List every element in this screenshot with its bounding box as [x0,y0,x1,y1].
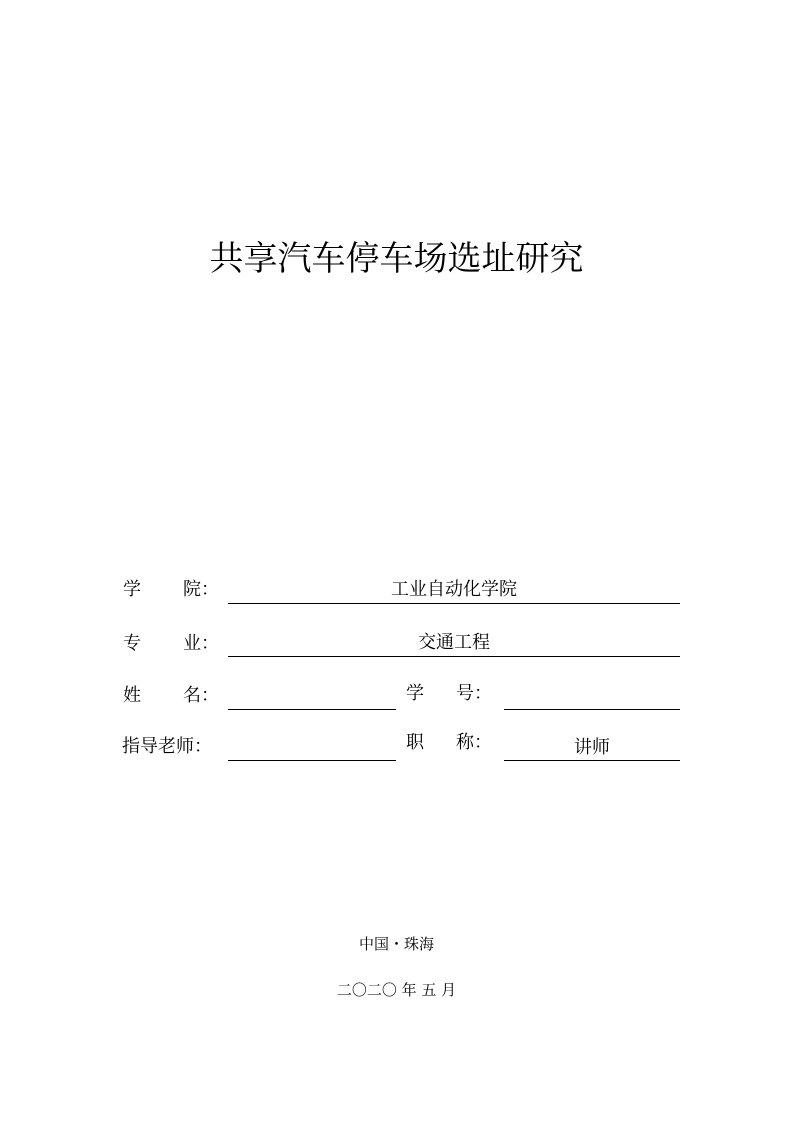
college-field: 工业自动化学院 [228,577,680,604]
college-label-part2: 院： [183,579,219,600]
advisor-label: 指导老师： [122,736,212,757]
rank-field: 讲师 [504,734,680,761]
student-id-field [504,683,680,710]
thesis-title: 共享汽车停车场选址研究 [209,239,584,279]
name-label-part2: 名： [183,685,219,706]
college-label-part1: 学 [123,579,141,600]
major-label-part2: 业： [183,633,219,654]
major-label-part1: 专 [123,633,141,654]
student-id-label-part2: 号： [456,683,492,704]
student-id-label-part1: 学 [406,683,424,704]
major-field: 交通工程 [228,630,680,657]
footer-place: 中国・珠海 [358,935,434,953]
name-label-part1: 姓 [123,685,141,706]
advisor-field [228,734,396,761]
name-field [228,683,396,710]
rank-label-part1: 职 [406,732,424,753]
rank-label-part2: 称： [456,732,492,753]
footer-date: 二〇二〇 年 五 月 [336,981,457,999]
